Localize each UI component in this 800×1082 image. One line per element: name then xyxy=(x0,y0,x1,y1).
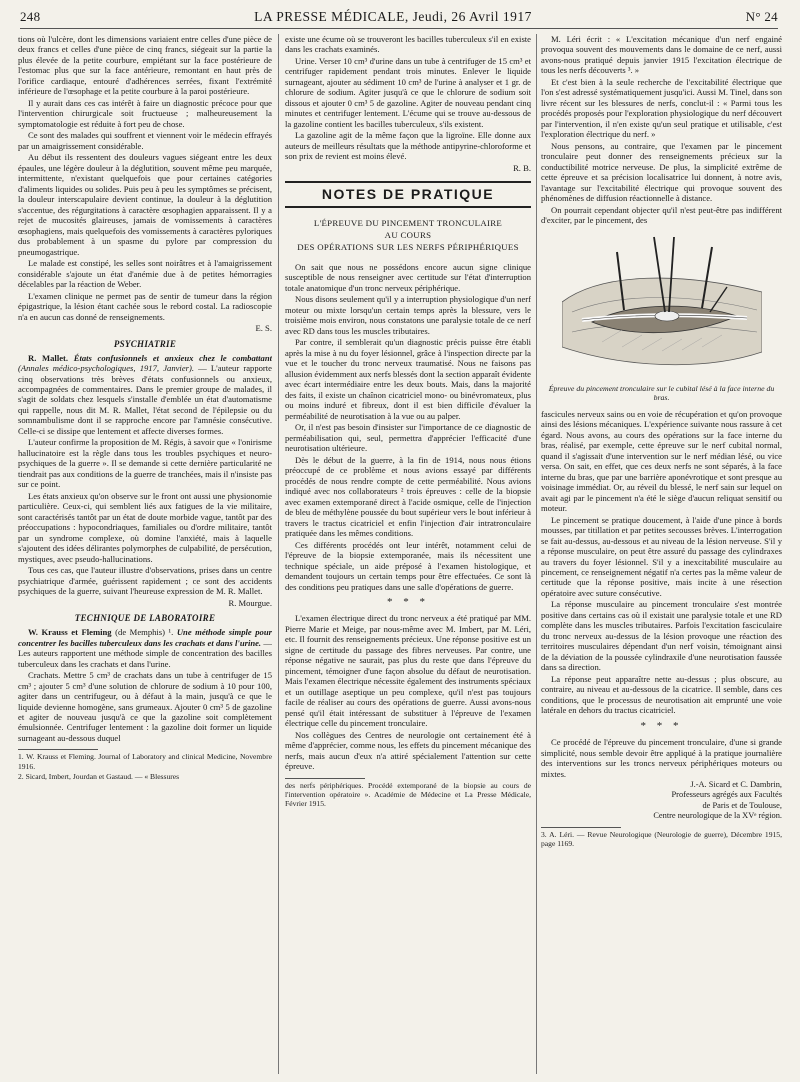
paragraph: Le pincement se pratique doucement, à l'aide d'une pince à bords mousses, par titillation et par petites secousses brèves. L'interrogation se fait au-dessus, au-dessous et au niveau de la lésion nerveuse. S'il y a réponse musculaire, on peut être assuré du passage des cylindraxes au travers du foyer lésionnel. S'il y a inexcitabilité musculaire au pincement, ce renseignement négatif n'a certes pas la même valeur de certitude que la réponse positive, mais incite à une résection opératoire avec suture consécutive. xyxy=(541,514,782,598)
paragraph: Par contre, il semblerait qu'un diagnostic précis puisse être établi après la mise à nu du foyer lésionnel, grâce à l'inspection directe par la vue et le toucher du tronc nerveux traumatisé. Nous ne faisons pas allusion évidemment aux nerfs blessés dont la section apparaît évidente avec écart intermédiaire entre les deux bouts. Mais, dans la majorité des faits, il existe un chaînon cicatriciel mono- ou binévromateux, plus ou moins induré et fibreux, dont il est bien difficile d'évaluer la perméabilité de neurotisation à la vue ou au palper. xyxy=(285,337,531,421)
paragraph: M. Léri écrit : « L'excitation mécanique d'un nerf engainé provoqua souvent des mouvements dans le domaine de ce nerf, aussi avons-nous pratiqué depuis janvier 1915 l'excitation électrique de tous les nerfs découverts ³. » xyxy=(541,34,782,76)
paragraph: Dès le début de la guerre, à la fin de 1914, nous nous étions préoccupé de ce problème et nous avions essayé par différents procédés de nous rendre compte de cette perméabilité. Nous avions indiqué avec nos collaborateurs ² trois épreuves : celle de la biopsie avec examen extemporané direct à l'acide osmique, celle de l'injection de bleu de méthylène poussée du bout supérieur vers le bout inférieur à travers le tractus cicatriciel et enfin l'injection d'air intratronculaire pratiquée dans les mêmes conditions. xyxy=(285,454,531,539)
paragraph: On pourrait cependant objecter qu'il n'est peut-être pas indifférent d'exciter, par le pincement, des xyxy=(541,204,782,226)
journal-title: LA PRESSE MÉDICALE, Jeudi, 26 Avril 1917 xyxy=(254,8,532,24)
author-name: W. Krauss et Fleming xyxy=(28,627,112,638)
signature: E. S. xyxy=(255,323,272,334)
paragraph: fascicules nerveux sains ou en voie de récupération et qu'on provoque ainsi des lésions mécaniques. L'expérience suivante nous rassure à cet égard. Nous avons, au cours des opérations sur la face interne du bras, réalisé, par exemple, cette épreuve sur le nerf cubital normal, quand il s'agissait d'une intervention sur le nerf médian lésé, ou vice versa. On sait, en effet, que ces deux nerfs ne sont séparés, à la face interne du bras, que par une barrière aponévrotique et sont presque au voisinage immédiat. Or, au réveil du blessé, le nerf sain sur lequel on avait agi par le pincement n'a été le siège d'aucun reliquat sensitif ou moteur. xyxy=(541,408,782,514)
paragraph: tions où l'ulcère, dont les dimensions variaient entre celles d'une pièce de deux francs et celles d'une pièce de cinq francs, siégeait sur la partie la plus élevée de la petite courbure, empiétant sur la face postérieure de l'estomac plus que sur la face antérieure, remontant en haut près de l'orifice cardiaque, entouré d'adhérences serrées, fixant l'extrémité inférieure de l'œsophage et la petite courbure à la paroi postérieure. xyxy=(18,34,272,97)
paragraph: Ces différents procédés ont leur intérêt, notamment celui de l'épreuve de la biopsie extemporanée, mais ils nécessitent une technique spéciale, un aide préposé à l'examen histologique, et demandent toujours un certain temps pour être effectuées. Ce sont là des conditions peu pratiques dans une salle d'opérations de guerre. xyxy=(285,539,531,592)
page-number: 248 xyxy=(20,9,41,25)
footnote: 1. W. Krauss et Fleming. Journal of Laboratory and clinical Medicine, Novembre 1916. xyxy=(18,752,272,771)
author-signature xyxy=(541,780,782,821)
section-heading-technique: TECHNIQUE DE LABORATOIRE xyxy=(74,613,216,624)
signature-line: de Paris et de Toulouse, xyxy=(702,800,782,810)
article-reference: (de Memphis) ¹. xyxy=(115,627,174,638)
figure-caption: Épreuve du pincement tronculaire sur le cubital lésé à la face interne du bras. xyxy=(548,383,775,403)
heading-line: L'ÉPREUVE DU PINCEMENT TRONCULAIRE xyxy=(313,218,503,229)
paragraph: Au début ils ressentent des douleurs vagues siégeant entre les deux épaules, une légère douleur à la déglutition, souvent même peu marquée, intermittente, n'existant quelquefois que pour certaines catégories d'aliments liquides ou solides. Puis peu à peu les symptômes se précisent, la douleur interscapulaire devient continue, la douleur à la déglutition s'accentue, des régurgitations à caractère œsophagien apparaissent. Il y a rejet de mucosités glaireuses, jamais de vomissements à caractères œsophagiens, mais quelquefois des vomissements à caractères pyloriques dus probablement à un spasme du pylore par compression du pneumogastrique. xyxy=(18,152,272,257)
column-2 xyxy=(285,34,531,1074)
signature-names: J.-A. Sicard et C. Dambrin, xyxy=(690,780,782,790)
paragraph: L'examen électrique direct du tronc nerveux a été pratiqué par MM. Pierre Marie et Meige, par nous-même avec M. Imbert, par M. Léri, etc. Il fournit des renseignements précieux. Une réponse positive est un signe de certitude du passage des fibres nerveuses. Par contre, une réponse négative ne saurait, pas plus du reste que dans l'épreuve du pincement, témoigner d'une façon absolue du défaut de neurotisation. Mais l'examen électrique nécessite également des instruments spéciaux et un outillage aseptique un peu complexe, qu'il n'est pas toujours facile de réaliser au cours des opérations de guerre. Aussi avons-nous pensé qu'il était intéressant de substituer à l'épreuve de l'examen électrique celle du pincement tronculaire. xyxy=(285,613,531,729)
article-heading xyxy=(285,218,531,254)
paragraph: La réponse peut apparaître nette au-dessus ; plus obscure, au contraire, au niveau et au-dessous de la cicatrice. Il semble, dans ces conditions, que le processus de neurotisation ait emprunté une voie latérale en dehors du tractus cicatriciel. xyxy=(541,673,782,716)
paragraph: Et c'est bien à la seule recherche de l'excitabilité électrique que l'on s'est adressé systématiquement jusqu'ici. Aussi M. Tinel, dans son livre récent sur les blessures de nerfs, conclut-il : « Parmi tous les procédés proposés pour l'exploration physiologique du nerf découvert par l'intervention, il n'en existe qu'un seul pratique et utilisable, c'est l'exploration électrique du nerf. » xyxy=(541,76,782,140)
paragraph: Tous ces cas, que l'auteur illustre d'observations, prises dans un centre psychiatrique d'armée, guérissent rapidement ; ce sont des accidents psychiques de la guerre, suivant l'heureuse expression de M. R. Mallet. xyxy=(18,565,272,597)
footnote: 3. A. Léri. — Revue Neurologique (Neurologie de guerre), Décembre 1915, page 1169. xyxy=(541,830,782,849)
signature-line: Centre neurologique de la XVᵉ région. xyxy=(653,810,782,820)
paragraph: L'auteur confirme la proposition de M. Régis, à savoir que « l'onirisme hallucinatoire est la règle dans tous les troubles psychiques et neuro-psychiques de la guerre ». Il se demande si cette dernière particularité ne tiendrait pas aux conditions de la guerre de tranchées, mais il n'insiste pas sur ce point. xyxy=(18,437,272,490)
section-separator: * * * xyxy=(640,719,683,732)
footnote-rule xyxy=(285,778,365,779)
footnote: 2. Sicard, Imbert, Jourdan et Gastaud. — « Blessures xyxy=(18,771,180,781)
surgical-forceps-icon xyxy=(562,232,762,382)
paragraph: Les états anxieux qu'on observe sur le front ont aussi une physionomie particulière. Ceux-ci, qui semblent liés aux fatigues de la vie militaire, sont caractérisés tantôt par un état de doute morbide vague, tantôt par des préoccupations : hypocondriaques, familiales ou d'ordre militaire, tantôt par un syndrome complexe, où domine l'anxiété, mais à laquelle s'ajoutent des idées délirantes polymorphes de culpabilité, de persécution, mystiques, avec pseudo-hallucinations. xyxy=(18,490,272,564)
section-banner: NOTES DE PRATIQUE xyxy=(285,181,531,208)
signature: R. Mourgue. xyxy=(228,597,272,608)
paragraph: existe une écume où se trouveront les bacilles tuberculeux s'il en existe dans les crachats examinés. xyxy=(285,34,531,55)
column-divider xyxy=(536,34,537,1074)
paragraph: Nos collègues des Centres de neurologie ont certainement été à même d'apprécier, comme nous, les effets du pincement mécanique des nerfs, mais aucun d'eux n'a attiré spécialement l'attention sur cette épreuve. xyxy=(285,729,531,772)
footnote-rule xyxy=(18,749,98,750)
paragraph: — L'auteur rapporte cinq observations très brèves d'états confusionnels ou anxieux, accompagnées de commentaires. Dans le premier groupe de malades, il s'agit de soldats chez lesquels s'installe d'emblée un état d'automatisme qui rappelle, nous dit M. R. Mallet, l'état second de l'épilepsie ou du somnambulisme dont il se rapproche encore par l'amnésie consécutive. Celle-ci se dissipe que lentement et affecte diverses formes. xyxy=(18,363,272,436)
paragraph: On sait que nous ne possédons encore aucun signe clinique susceptible de nous renseigner avec certitude sur l'état d'interruption totale anatomique d'un tronc nerveux périphérique. xyxy=(285,262,531,293)
section-separator: * * * xyxy=(387,596,429,609)
paragraph: — Les auteurs rapportent une méthode simple de concentration des bacilles tuberculeux dans les crachats et dans l'urine. xyxy=(18,637,272,669)
surgical-illustration xyxy=(541,232,782,403)
paragraph: Or, il n'est pas besoin d'insister sur l'importance de ce diagnostic de perméabilisation qui, seul, permettra d'apprécier l'efficacité d'une neurotisation ultérieure. xyxy=(285,422,531,454)
paragraph: Ce procédé de l'épreuve du pincement tronculaire, d'une si grande simplicité, nous semble devoir être appliqué à la pratique journalière des interventions sur les troncs nerveux périphériques moteurs ou mixtes. xyxy=(541,737,782,779)
heading-line: AU COURS xyxy=(384,230,432,241)
paragraph: La réponse musculaire au pincement tronculaire s'est montrée positive dans certains cas où il existait une paralysie totale et une RD complète dans les muscles tributaires. Parfois l'excitation fasciculaire du tronc nerveux au-dessus de la lésion provoque une réaction des territoires musculaires dépendant d'un nerf voisin, témoignant ainsi de la déviation de la poussée cylindraxile d'une neurotisation faussée dans sa direction. xyxy=(541,599,782,673)
signature: R. B. xyxy=(513,162,531,173)
footnote: des nerfs périphériques. Procédé extemporané de la biopsie au cours de l'intervention opératoire ». Académie de Médecine et La Presse Médicale, Février 1915. xyxy=(285,780,531,809)
column-divider xyxy=(278,34,279,1074)
issue-number: N° 24 xyxy=(745,9,778,25)
author-name: R. Mallet. xyxy=(28,352,69,363)
paragraph: Ce sont des malades qui souffrent et viennent voir le médecin effrayés par un amaigrissement considérable. xyxy=(18,130,272,151)
paragraph: Nous disons seulement qu'il y a interruption physiologique d'un nerf moteur ou mixte lorsqu'un certain temps après la blessure, vers le troisième mois environ, nous constatons une paralysie totale de ce nerf avec RD dans tous les muscles tributaires. xyxy=(285,294,531,336)
column-1 xyxy=(18,34,272,1074)
article-title: États confusionnels et anxieux chez le combattant xyxy=(73,352,272,363)
paragraph: L'examen clinique ne permet pas de sentir de tumeur dans la région épigastrique, la lésion étant cachée sous le rebord costal. La radioscopie n'a en aucun cas donné de renseignements. xyxy=(18,290,272,322)
column-3 xyxy=(541,34,782,1074)
section-heading-psychiatrie: PSYCHIATRIE xyxy=(113,338,177,349)
article-reference: (Annales médico-psychologiques, 1917, Janvier). xyxy=(18,363,194,374)
signature-line: Professeurs agrégés aux Facultés xyxy=(671,790,782,800)
heading-line: DES OPÉRATIONS SUR LES NERFS PÉRIPHÉRIQUES xyxy=(297,242,519,253)
paragraph: Nous pensons, au contraire, que l'examen par le pincement tronculaire peut donner des renseignements précieux sur la conductibilité motrice nerveuse. De plus, la simplicité extrême de cette épreuve et sa précision localisatrice lui donnent, à notre avis, l'avantage sur l'excitabilité électrique qui provoque souvent des phénomènes de diffusion réactionnelle à distance. xyxy=(541,140,782,204)
paragraph: Crachats. Mettre 5 cm³ de crachats dans un tube à centrifuger de 15 cm³ ; ajouter 5 cm³ d'une solution de chlorure de sodium à 10 pour 100, agiter dans un centrifugeur, ou à défaut à la main, jusqu'à ce que le liquide devienne homogène, sans grumeaux. Ajouter 0 cm³ 5 de gazoline et agiter de nouveau jusqu'à ce que la gazoline soit complètement émulsionnée. Centrifuger lentement : la gazoline doit former un liquide surnageant au-dessous duquel xyxy=(18,670,272,743)
paragraph: La gazoline agit de la même façon que la ligroïne. Elle donne aux auteurs de meilleurs résultats que la méthode antipyrine-chloroforme et son prix de revient est moins élevé. xyxy=(285,130,531,162)
paragraph: Le malade est constipé, les selles sont noirâtres et à l'amaigrissement considérable s'ajoute un état d'anémie due à de petites hémorragies décelables par la réaction de Weber. xyxy=(18,258,272,290)
article-title: Une méthode simple pour concentrer les bacilles tuberculeux dans les crachats et dans l'urine. xyxy=(18,627,272,648)
paragraph: Urine. Verser 10 cm³ d'urine dans un tube à centrifuger de 15 cm³ et centrifuger rapidement pendant trois minutes. Enlever le liquide surnageant, ajouter au sédiment 10 cm³ de l'urine à analyser et 1 gr. de chlorure de sodium. Agiter jusqu'à ce que le chlorure de sodium soit dissous et ajouter 0 cm³ 5 de gazoline. Agiter de nouveau pendant cinq minutes et centrifuger lentement. L'écume qui se trouve au-dessous de la gazoline contient les bacilles tuberculeux, s'ils existent. xyxy=(285,55,531,129)
paragraph: Il y aurait dans ces cas intérêt à faire un diagnostic précoce pour que l'intervention chirurgicale soit fructueuse ; malheureusement la symptomatologie est réduite à fort peu de chose. xyxy=(18,97,272,129)
footnote-rule xyxy=(541,827,621,828)
page-header xyxy=(20,6,778,29)
